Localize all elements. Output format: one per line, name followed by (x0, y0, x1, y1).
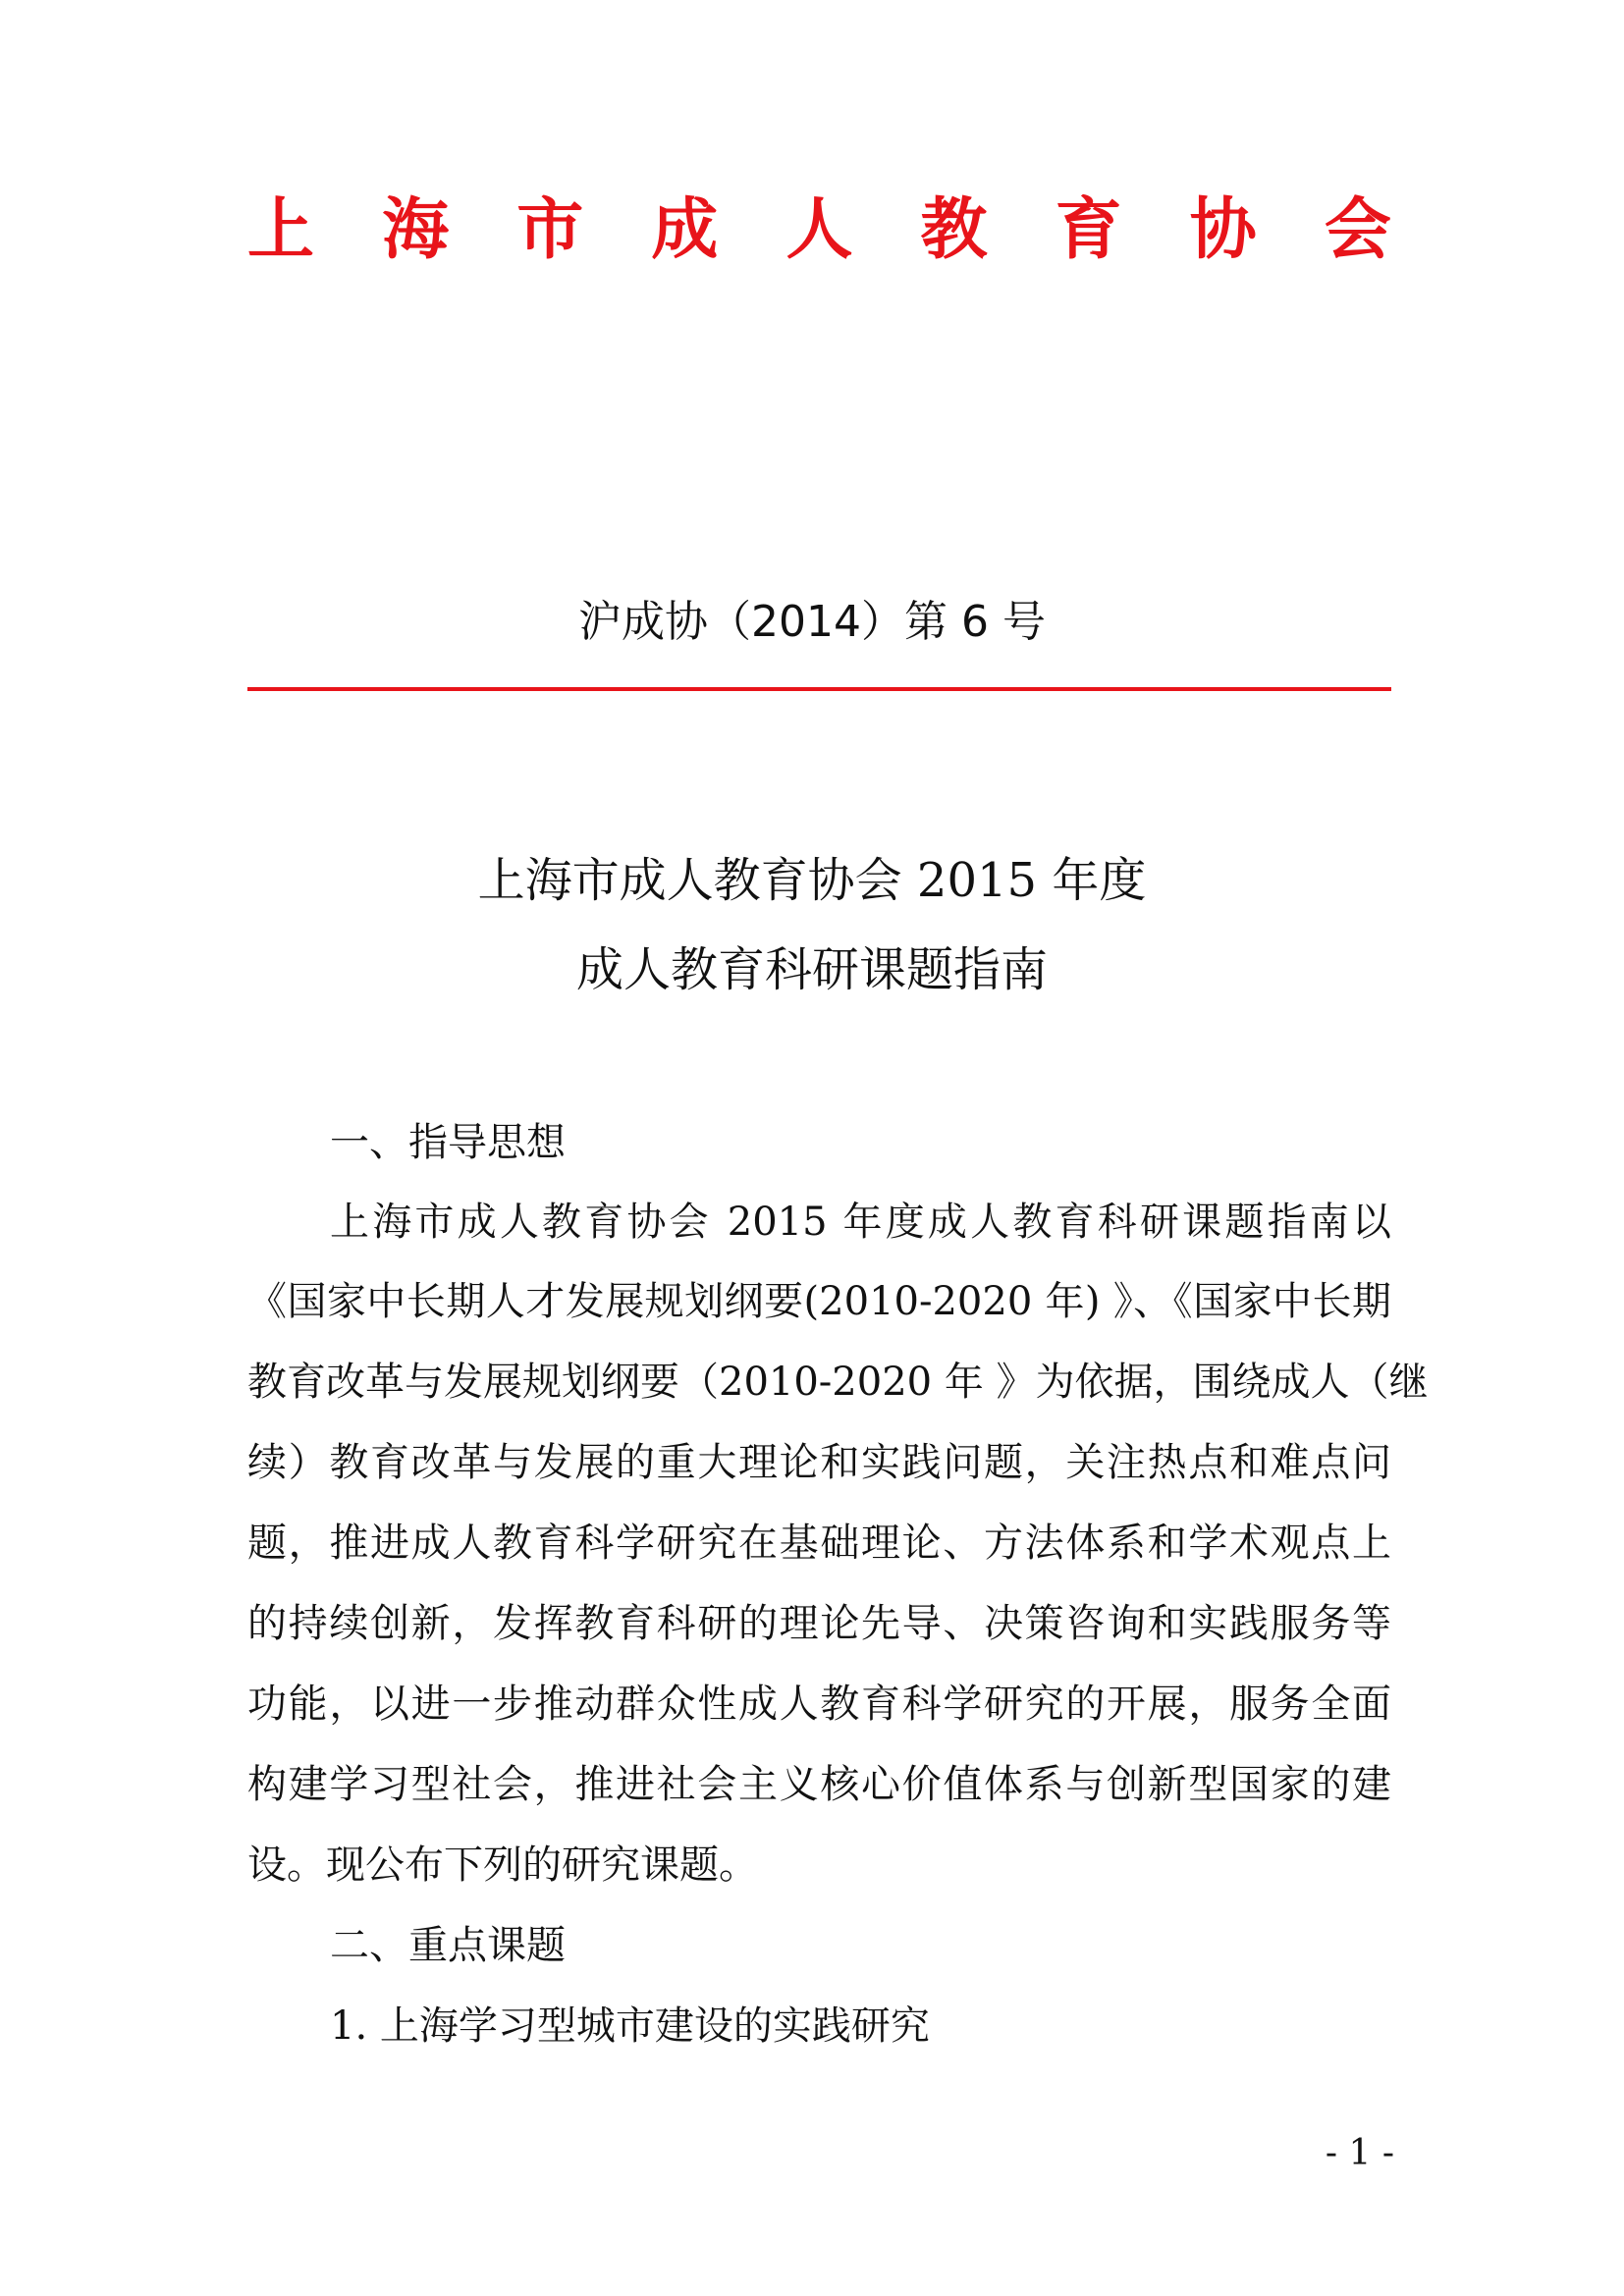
org-char: 育 (1055, 190, 1122, 269)
org-char: 协 (1189, 190, 1257, 269)
section-heading-guiding-ideology: 一、指导思想 (330, 1120, 566, 1165)
body-paragraph-line: 的持续创新，发挥教育科研的理论先导、决策咨询和实践服务等 (247, 1601, 1391, 1646)
document-body (247, 0, 1429, 2296)
org-char: 上 (247, 190, 315, 269)
org-char: 人 (785, 190, 853, 269)
body-paragraph-line: 上海市成人教育协会 2015 年度成人教育科研课题指南以 (330, 1200, 1391, 1245)
body-paragraph-line: 设。现公布下列的研究课题。 (247, 1842, 758, 1888)
key-topic-item: 1. 上海学习型城市建设的实践研究 (330, 2003, 930, 2049)
org-char: 市 (516, 190, 584, 269)
body-paragraph-line: 构建学习型社会，推进社会主义核心价值体系与创新型国家的建 (247, 1762, 1391, 1807)
body-paragraph-line: 《国家中长期人才发展规划纲要(2010-2020 年) 》、《国家中长期 (247, 1279, 1391, 1324)
org-char: 会 (1324, 190, 1391, 269)
document-number: 沪成协（2014）第 6 号 (578, 597, 1046, 647)
body-paragraph-line: 功能，以进一步推动群众性成人教育科学研究的开展，服务全面 (247, 1682, 1391, 1727)
body-paragraph-line: 题，推进成人教育科学研究在基础理论、方法体系和学术观点上 (247, 1521, 1391, 1566)
section-heading-key-topics: 二、重点课题 (330, 1923, 566, 1968)
document-title-line-2: 成人教育科研课题指南 (575, 942, 1048, 997)
page-number: - 1 - (1325, 2133, 1394, 2173)
org-char: 成 (651, 190, 719, 269)
org-char: 教 (920, 190, 988, 269)
org-char: 海 (382, 190, 450, 269)
body-paragraph-line: 教育改革与发展规划纲要（2010-2020 年 》为依据，围绕成人（继 (247, 1360, 1429, 1405)
body-paragraph-line: 续）教育改革与发展的重大理论和实践问题，关注热点和难点问 (247, 1440, 1391, 1485)
document-title-line-1: 上海市成人教育协会 2015 年度 (477, 853, 1147, 908)
